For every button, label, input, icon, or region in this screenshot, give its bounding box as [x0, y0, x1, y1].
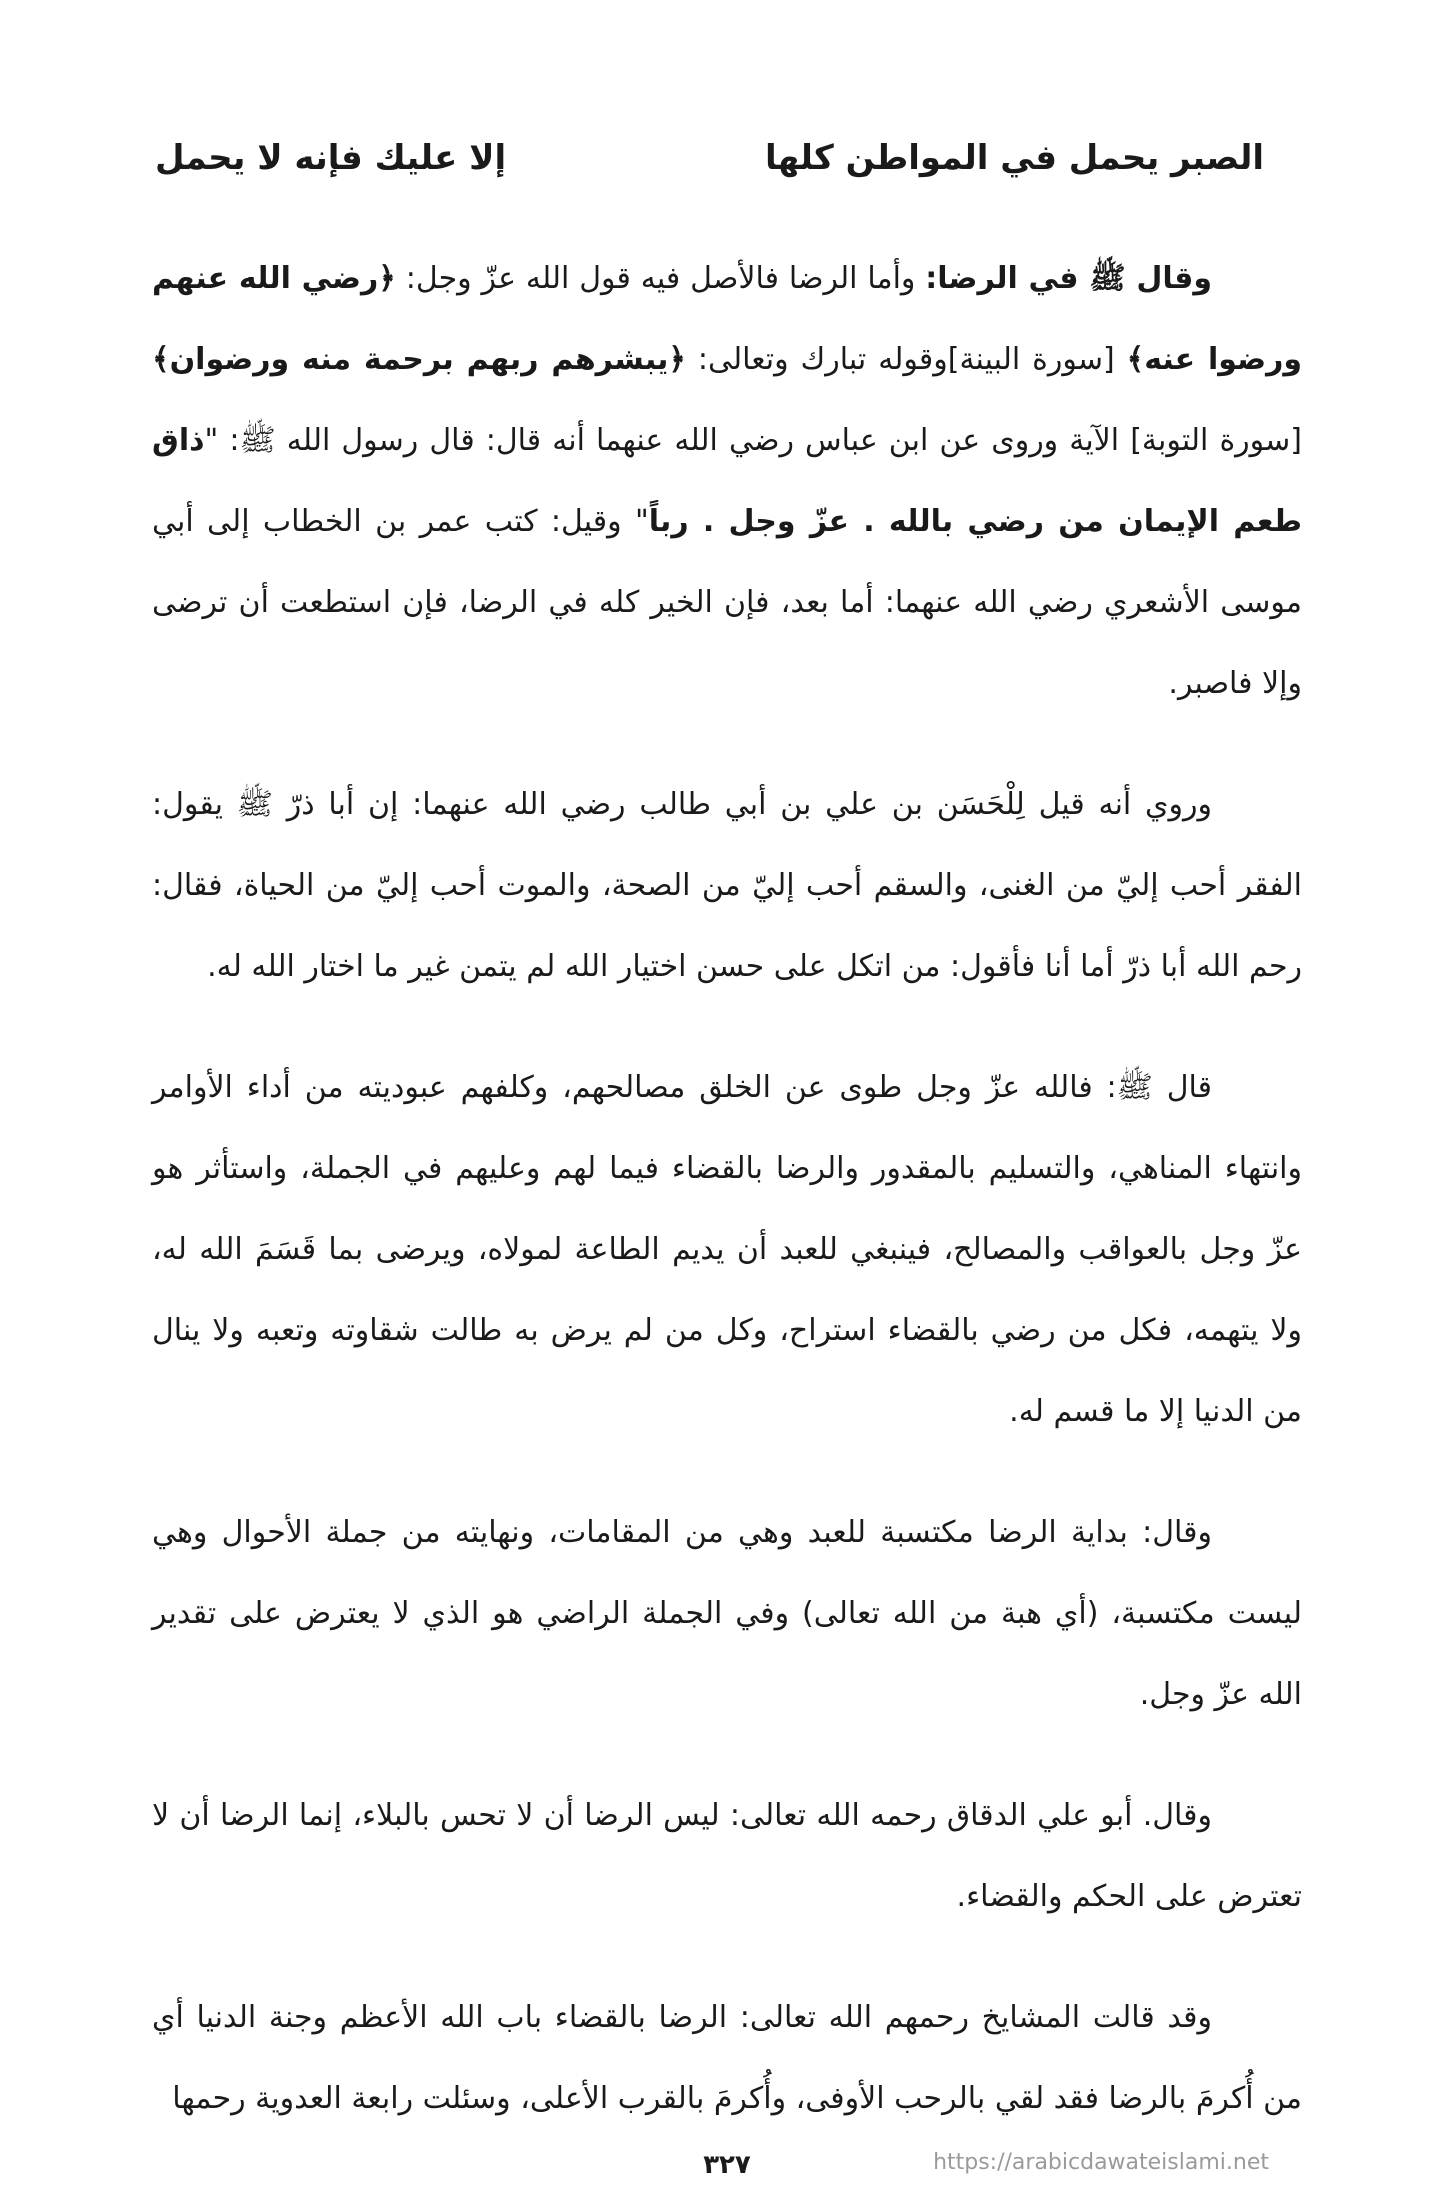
page-body — [152, 238, 1302, 2179]
paragraph-4: وقال: بداية الرضا مكتسبة للعبد وهي من المقامات، ونهايته من جملة الأحوال وهي ليست مكتسبة، (أي هبة من الله تعالى) وفي الجملة الراضي هو الذي لا يعترض على تقدير الله عزّ وجل. — [152, 1515, 1302, 1712]
paragraph-3: قال ﷺ: فالله عزّ وجل طوى عن الخلق مصالحهم، وكلفهم عبوديته من أداء الأوامر وانتهاء المناهي، والتسليم بالمقدور والرضا بالقضاء فيما لهم وعليهم في الجملة، واستأثر هو عزّ وجل بالعواقب والمصالح، فينبغي للعبد أن يديم الطاعة لمولاه، ويرضى بما قَسَمَ الله له، ولا يتهمه، فكل من رضي بالقضاء استراح، وكل من لم يرض به طالت شقاوته وتعبه ولا ينال من الدنيا إلا ما قسم له. — [152, 1070, 1302, 1429]
hadith-quote: ذاق طعم الإيمان من رضي بالله . عزّ وجل . رباً — [152, 423, 1302, 539]
source-watermark: https://arabicdawateislami.net — [933, 2150, 1269, 2175]
paragraph-1-text-c: [سورة التوبة] الآية وروى عن ابن عباس رضي الله عنهما أنه قال: قال رسول الله ﷺ: " — [204, 423, 1302, 458]
paragraph-5: وقال. أبو علي الدقاق رحمه الله تعالى: ليس الرضا أن لا تحس بالبلاء، إنما الرضا أن لا تعترض على الحكم والقضاء. — [152, 1798, 1302, 1914]
header-left-text: إلا عليك فإنه لا يحمل — [155, 138, 507, 178]
running-header — [155, 128, 1264, 188]
paragraph-6: وقد قالت المشايخ رحمهم الله تعالى: الرضا بالقضاء باب الله الأعظم وجنة الدنيا أي من أُكرمَ بالرضا فقد لقي بالرحب الأوفى، وأُكرمَ بالقرب الأعلى، وسئلت رابعة العدوية رحمها — [152, 2000, 1302, 2116]
page-number: ٣٢٧ — [703, 2150, 751, 2180]
quran-quote-1: ﴿رضي الله عنهم ورضوا عنه﴾ — [152, 261, 1302, 377]
quran-quote-2: ﴿يبشرهم ربهم برحمة منه ورضوان﴾ — [152, 342, 686, 377]
paragraph-1-text-d: " وقيل: كتب عمر بن الخطاب إلى أبي موسى الأشعري رضي الله عنهما: أما بعد، فإن الخير كله في الرضا، فإن استطعت أن ترضى وإلا فاصبر. — [152, 504, 1302, 701]
paragraph-1-lead: وقال ﷺ في الرضا: — [925, 261, 1212, 296]
header-right-text: الصبر يحمل في المواطن كلها — [764, 138, 1264, 178]
paragraph-1-text-a: وأما الرضا فالأصل فيه قول الله عزّ وجل: — [395, 261, 926, 296]
paragraph-1-text-b: [سورة البينة]وقوله تبارك وتعالى: — [685, 342, 1127, 377]
paragraph-1 — [152, 238, 1302, 724]
paragraph-2: وروي أنه قيل لِلْحَسَن بن علي بن أبي طالب رضي الله عنهما: إن أبا ذرّ ﷺ يقول: الفقر أحب إليّ من الغنى، والسقم أحب إليّ من الصحة، والموت أحب إليّ من الحياة، فقال: رحم الله أبا ذرّ أما أنا فأقول: من اتكل على حسن اختيار الله لم يتمن غير ما اختار الله له. — [152, 787, 1302, 984]
